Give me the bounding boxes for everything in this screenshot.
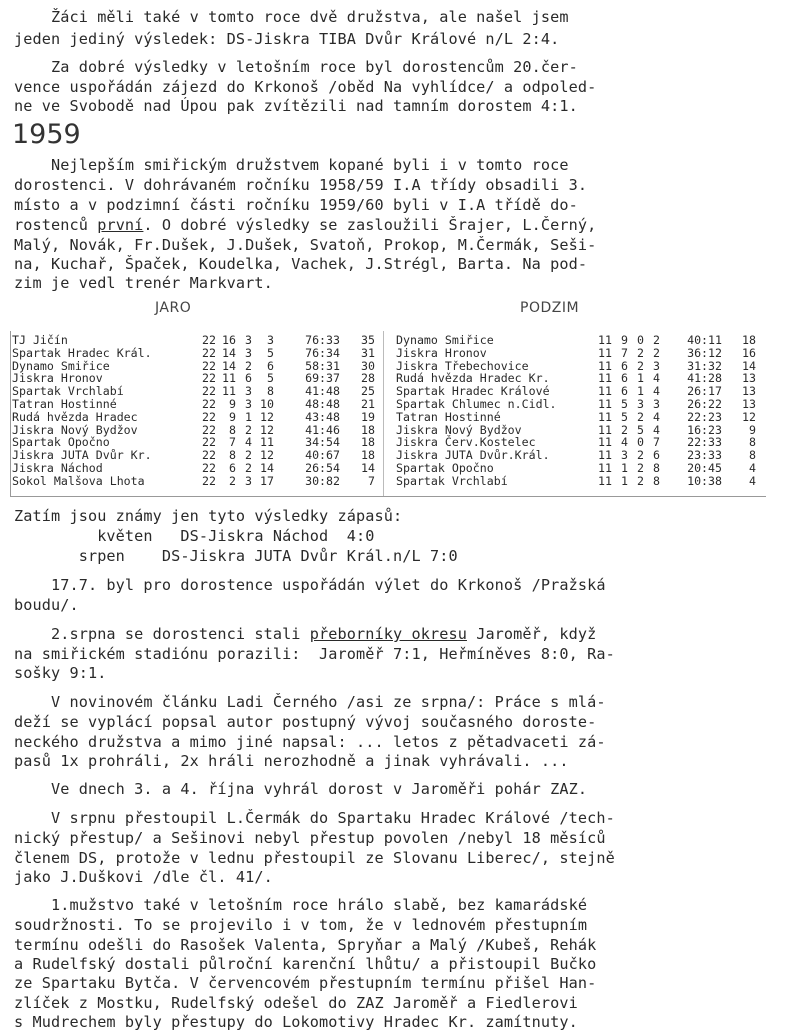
stat-cell: 22: [202, 397, 216, 411]
team-name: Rudá hvězda Hradec Kr.: [396, 371, 550, 386]
stat-cell: 11: [222, 384, 236, 399]
team-name: Sokol Malšova Lhota: [12, 473, 145, 488]
stat-cell: 2: [621, 422, 628, 437]
stat-cell: 13: [742, 384, 756, 399]
stat-cell: 3: [245, 345, 252, 360]
text-line: 1.mužstvo také v letošním roce hrálo slabě, bez kamarádské: [14, 896, 588, 914]
stat-cell: 22:23: [687, 409, 722, 424]
text-line: [14, 216, 794, 234]
text-line: s Mudrechem byly přestupy do Lokomotivy Hradec Kr. zamítnuty.: [14, 1013, 578, 1031]
stat-cell: 11: [598, 473, 612, 488]
text-line: pasů 1x prohráli, 2x hráli nerozhodně a jinak vyhrávali. ...: [14, 752, 569, 770]
stat-cell: 30: [361, 358, 375, 373]
stat-cell: 31:32: [687, 358, 722, 373]
stat-cell: 1: [637, 384, 644, 399]
stat-cell: 2: [637, 409, 644, 424]
text-line: termínu odešli do Rasošek Valenta, Spryňar a Malý /Kubeš, Rehák: [14, 936, 597, 954]
standings-row: [12, 411, 382, 424]
stat-cell: 0: [637, 435, 644, 450]
stat-cell: 36:12: [687, 345, 722, 360]
text-line: květen DS-Jiskra Náchod 4:0: [14, 527, 375, 545]
stat-cell: 20:45: [687, 461, 722, 475]
text-line: ze Spartaku Bytča. V červencovém přestupním termínu přišel Han-: [14, 974, 597, 992]
standings-row: [396, 475, 766, 488]
stat-cell: 3: [245, 473, 252, 488]
team-name: Jiskra Náchod: [12, 461, 103, 475]
stat-cell: 23:33: [687, 448, 722, 463]
stat-cell: 3: [653, 397, 660, 411]
stat-cell: 2: [653, 345, 660, 360]
text-line: na smiřickém stadiónu porazili: Jaroměř 7:1, Heřmíněves 8:0, Ra-: [14, 645, 615, 663]
text-line: místo a v podzimní části ročníku 1959/60 byli v I.A třídě do-: [14, 196, 578, 214]
team-name: Rudá hvězda Hradec: [12, 409, 138, 424]
stat-cell: 2: [637, 358, 644, 373]
stat-cell: 2: [245, 461, 252, 475]
stat-cell: 3: [653, 358, 660, 373]
stat-cell: 41:48: [305, 384, 340, 399]
stat-cell: 16:23: [687, 422, 722, 437]
stat-cell: 22: [202, 371, 216, 386]
stat-cell: 1: [637, 371, 644, 386]
team-name: Tatran Hostinné: [12, 397, 117, 411]
standings-row: [12, 475, 382, 488]
team-name: Jiskra JUTA Dvůr Kr.: [12, 448, 152, 463]
stat-cell: 13: [742, 371, 756, 386]
stat-cell: 12: [260, 448, 274, 463]
stat-cell: 6: [621, 358, 628, 373]
stat-cell: 6: [621, 384, 628, 399]
stat-cell: 22: [202, 384, 216, 399]
stat-cell: 35: [361, 333, 375, 347]
text-line: vence uspořádán zájezd do Krkonoš /oběd Na vyhlídce/ a odpoled-: [14, 78, 597, 96]
standings-row: [12, 347, 382, 360]
stat-cell: 2: [229, 473, 236, 488]
stat-cell: 8: [229, 422, 236, 437]
stat-cell: 22: [202, 461, 216, 475]
year-heading: 1959: [12, 119, 81, 150]
stat-cell: 69:37: [305, 371, 340, 386]
standings-row: [396, 398, 766, 411]
table-divider: [383, 331, 384, 496]
stat-cell: 40:67: [305, 448, 340, 463]
stat-cell: 4: [653, 384, 660, 399]
team-name: Spartak Hradec Král.: [12, 345, 152, 360]
stat-cell: 11: [598, 448, 612, 463]
stat-cell: 7: [229, 435, 236, 450]
stat-cell: 41:46: [305, 422, 340, 437]
team-name: Spartak Vrchlabí: [396, 473, 508, 488]
stat-cell: 28: [361, 371, 375, 386]
stat-cell: 76:34: [305, 345, 340, 360]
stat-cell: 11: [598, 409, 612, 424]
stat-cell: 30:82: [305, 473, 340, 488]
text-line: dorostenci. V dohrávaném ročníku 1958/59 I.A třídy obsadili 3.: [14, 176, 588, 194]
stat-cell: 5: [621, 409, 628, 424]
stat-cell: 18: [361, 448, 375, 463]
stat-cell: 16: [222, 333, 236, 347]
stat-cell: 14: [222, 358, 236, 373]
text-line: srpen DS-Jiskra JUTA Dvůr Král.n/L 7:0: [14, 547, 458, 565]
stat-cell: 7: [653, 435, 660, 450]
stat-cell: 2: [245, 448, 252, 463]
stat-cell: 1: [245, 409, 252, 424]
stat-cell: 14: [742, 358, 756, 373]
text-line: Zatím jsou známy jen tyto výsledky zápasů:: [14, 507, 403, 525]
stat-cell: 18: [742, 333, 756, 347]
stat-cell: 9: [229, 409, 236, 424]
stat-cell: 4: [653, 422, 660, 437]
stat-cell: 5: [637, 422, 644, 437]
stat-cell: 26:17: [687, 384, 722, 399]
stat-cell: 13: [742, 397, 756, 411]
text-line: Nejlepším smiřickým družstvem kopané byli i v tomto roce: [14, 156, 569, 174]
stat-cell: 2: [637, 461, 644, 475]
stat-cell: 11: [598, 358, 612, 373]
standings-row: [396, 334, 766, 347]
stat-cell: 3: [267, 333, 274, 347]
stat-cell: 12: [260, 422, 274, 437]
text-line: V novinovém článku Ladi Černého /asi ze srpna/: Práce s mlá-: [14, 693, 606, 711]
stat-cell: 41:28: [687, 371, 722, 386]
stat-cell: 2: [637, 448, 644, 463]
stat-cell: 11: [598, 345, 612, 360]
stat-cell: 22: [202, 333, 216, 347]
stat-cell: 76:33: [305, 333, 340, 347]
team-name: Spartak Vrchlabí: [12, 384, 124, 399]
team-name: Spartak Hradec Králové: [396, 384, 550, 399]
stat-cell: 8: [653, 461, 660, 475]
team-name: Dynamo Smiřice: [12, 358, 110, 373]
stat-cell: 3: [245, 397, 252, 411]
text-line: zim je vedl trenér Markvart.: [14, 274, 273, 292]
stat-cell: 3: [621, 448, 628, 463]
stat-cell: 9: [229, 397, 236, 411]
stat-cell: 5: [621, 397, 628, 411]
team-name: Jiskra Hronov: [12, 371, 103, 386]
stat-cell: 21: [361, 397, 375, 411]
stat-cell: 10: [260, 397, 274, 411]
stat-cell: 18: [361, 422, 375, 437]
stat-cell: 5: [267, 345, 274, 360]
team-name: Jiskra JUTA Dvůr.Král.: [396, 448, 550, 463]
stat-cell: 22: [202, 409, 216, 424]
text-span: rostenců: [14, 216, 98, 234]
stat-cell: 2: [245, 358, 252, 373]
stat-cell: 22: [202, 448, 216, 463]
stat-cell: 6: [267, 358, 274, 373]
stat-cell: 1: [621, 461, 628, 475]
stat-cell: 31: [361, 345, 375, 360]
stat-cell: 7: [621, 345, 628, 360]
team-name: Jiskra Nový Bydžov: [396, 422, 522, 437]
text-line: neckého družstva a mimo jiné napsal: ... letos z pětadvaceti zá-: [14, 733, 606, 751]
text-line: nický přestup/ a Sešinovi nebyl přestup povolen /nebyl 18 měsíců: [14, 829, 606, 847]
stat-cell: 8: [267, 384, 274, 399]
stat-cell: 7: [368, 473, 375, 488]
stat-cell: 25: [361, 384, 375, 399]
text-line: sošky 9:1.: [14, 664, 107, 682]
stat-cell: 3: [245, 384, 252, 399]
stat-cell: 9: [621, 333, 628, 347]
standings-row: [12, 462, 382, 475]
text-line: 17.7. byl pro dorostence uspořádán výlet do Krkonoš /Pražská: [14, 576, 606, 594]
stat-cell: 12: [742, 409, 756, 424]
stat-cell: 4: [245, 435, 252, 450]
text-line: Za dobré výsledky v letošním roce byl dorostencům 20.čer-: [14, 58, 578, 76]
stat-cell: 4: [749, 461, 756, 475]
stat-cell: 2: [637, 345, 644, 360]
team-name: Dynamo Smiřice: [396, 333, 494, 347]
stat-cell: 2: [637, 473, 644, 488]
standings-row: [396, 347, 766, 360]
stat-cell: 14: [222, 345, 236, 360]
text-line: [14, 625, 794, 643]
stat-cell: 14: [361, 461, 375, 475]
standings-row: [396, 462, 766, 475]
text-line: jako J.Duškovi /dle čl. 41/.: [14, 868, 273, 886]
team-name: Jiskra Třebechovice: [396, 358, 529, 373]
podzim-title: PODZIM: [520, 300, 580, 316]
stat-cell: 11: [260, 435, 274, 450]
stat-cell: 4: [653, 409, 660, 424]
stat-cell: 19: [361, 409, 375, 424]
standings-row: [396, 411, 766, 424]
stat-cell: 16: [742, 345, 756, 360]
text-line: Ve dnech 3. a 4. října vyhrál dorost v Jaroměři pohár ZAZ.: [14, 780, 588, 798]
stat-cell: 22: [202, 345, 216, 360]
stat-cell: 5: [267, 371, 274, 386]
stat-cell: 11: [598, 461, 612, 475]
stat-cell: 22: [202, 435, 216, 450]
text-line: Malý, Novák, Fr.Dušek, J.Dušek, Svatoň, Prokop, M.Čermák, Seši-: [14, 236, 597, 254]
text-line: soudržnosti. To se projevilo i v tom, že v lednovém přestupním: [14, 916, 588, 934]
stat-cell: 9: [749, 422, 756, 437]
team-name: Tatran Hostinné: [396, 409, 501, 424]
stat-cell: 6: [653, 448, 660, 463]
stat-cell: 34:54: [305, 435, 340, 450]
stat-cell: 8: [749, 448, 756, 463]
text-line: na, Kuchař, Špaček, Koudelka, Vachek, J.Strégl, Barta. Na pod-: [14, 255, 588, 273]
stat-cell: 14: [260, 461, 274, 475]
text-line: V srpnu přestoupil L.Čermák do Spartaku Hradec Králové /tech-: [14, 809, 615, 827]
team-name: TJ Jičín: [12, 333, 68, 347]
stat-cell: 3: [245, 333, 252, 347]
stat-cell: 48:48: [305, 397, 340, 411]
team-name: Jiskra Hronov: [396, 345, 487, 360]
stat-cell: 8: [749, 435, 756, 450]
stat-cell: 18: [361, 435, 375, 450]
text-line: Žáci měli také v tomto roce dvě družstva, ale našel jsem: [14, 8, 569, 26]
stat-cell: 58:31: [305, 358, 340, 373]
underlined-phrase: přeborníky okresu: [309, 625, 467, 643]
stat-cell: 8: [653, 473, 660, 488]
stat-cell: 0: [637, 333, 644, 347]
team-name: Spartak Opočno: [396, 461, 494, 475]
stat-cell: 43:48: [305, 409, 340, 424]
stat-cell: 11: [598, 333, 612, 347]
team-name: Jiskra Nový Bydžov: [12, 422, 138, 437]
stat-cell: 4: [749, 473, 756, 488]
text-line: zlíček z Mostku, Rudelfský odešel do ZAZ Jaroměř a Fiedlerovi: [14, 994, 578, 1012]
stat-cell: 6: [229, 461, 236, 475]
stat-cell: 22: [202, 422, 216, 437]
stat-cell: 8: [229, 448, 236, 463]
text-line: a Rudelfský dostali půlroční karenční lhůtu/ a přistoupil Bučko: [14, 955, 597, 973]
standings-row: [12, 398, 382, 411]
stat-cell: 10:38: [687, 473, 722, 488]
jaro-title: JARO: [155, 300, 192, 316]
text-line: ne ve Svobodě nad Úpou pak zvítězili nad tamním dorostem 4:1.: [14, 97, 578, 115]
team-name: Jiskra Červ.Kostelec: [396, 435, 536, 450]
stat-cell: 22: [202, 473, 216, 488]
text-line: jeden jediný výsledek: DS-Jiskra TIBA Dvůr Králové n/L 2:4.: [14, 30, 560, 48]
text-span: . O dobré výsledky se zasloužili Šrajer, L.Černý,: [143, 216, 597, 234]
team-name: Spartak Chlumec n.Cidl.: [396, 397, 557, 411]
text-span: 2.srpna se dorostenci stali: [14, 625, 310, 643]
stat-cell: 22:33: [687, 435, 722, 450]
stat-cell: 6: [245, 371, 252, 386]
stat-cell: 1: [621, 473, 628, 488]
stat-cell: 11: [222, 371, 236, 386]
stat-cell: 26:54: [305, 461, 340, 475]
standings-row: [12, 334, 382, 347]
stat-cell: 11: [598, 397, 612, 411]
stat-cell: 11: [598, 435, 612, 450]
stat-cell: 6: [621, 371, 628, 386]
stat-cell: 12: [260, 409, 274, 424]
stat-cell: 4: [653, 371, 660, 386]
team-name: Spartak Opočno: [12, 435, 110, 450]
stat-cell: 3: [637, 397, 644, 411]
stat-cell: 4: [621, 435, 628, 450]
text-line: boudu/.: [14, 596, 79, 614]
stat-cell: 11: [598, 371, 612, 386]
stat-cell: 2: [245, 422, 252, 437]
stat-cell: 11: [598, 384, 612, 399]
stat-cell: 40:11: [687, 333, 722, 347]
underlined-word: první: [97, 216, 144, 234]
stat-cell: 2: [653, 333, 660, 347]
stat-cell: 17: [260, 473, 274, 488]
stat-cell: 22: [202, 358, 216, 373]
stat-cell: 26:22: [687, 397, 722, 411]
text-line: členem DS, protože v lednu přestoupil ze Slovanu Liberec/, stejně: [14, 849, 615, 867]
text-span: Jaroměř, když: [466, 625, 597, 643]
text-line: deží se vyplácí popsal autor postupný vývoj současného doroste-: [14, 713, 597, 731]
stat-cell: 11: [598, 422, 612, 437]
